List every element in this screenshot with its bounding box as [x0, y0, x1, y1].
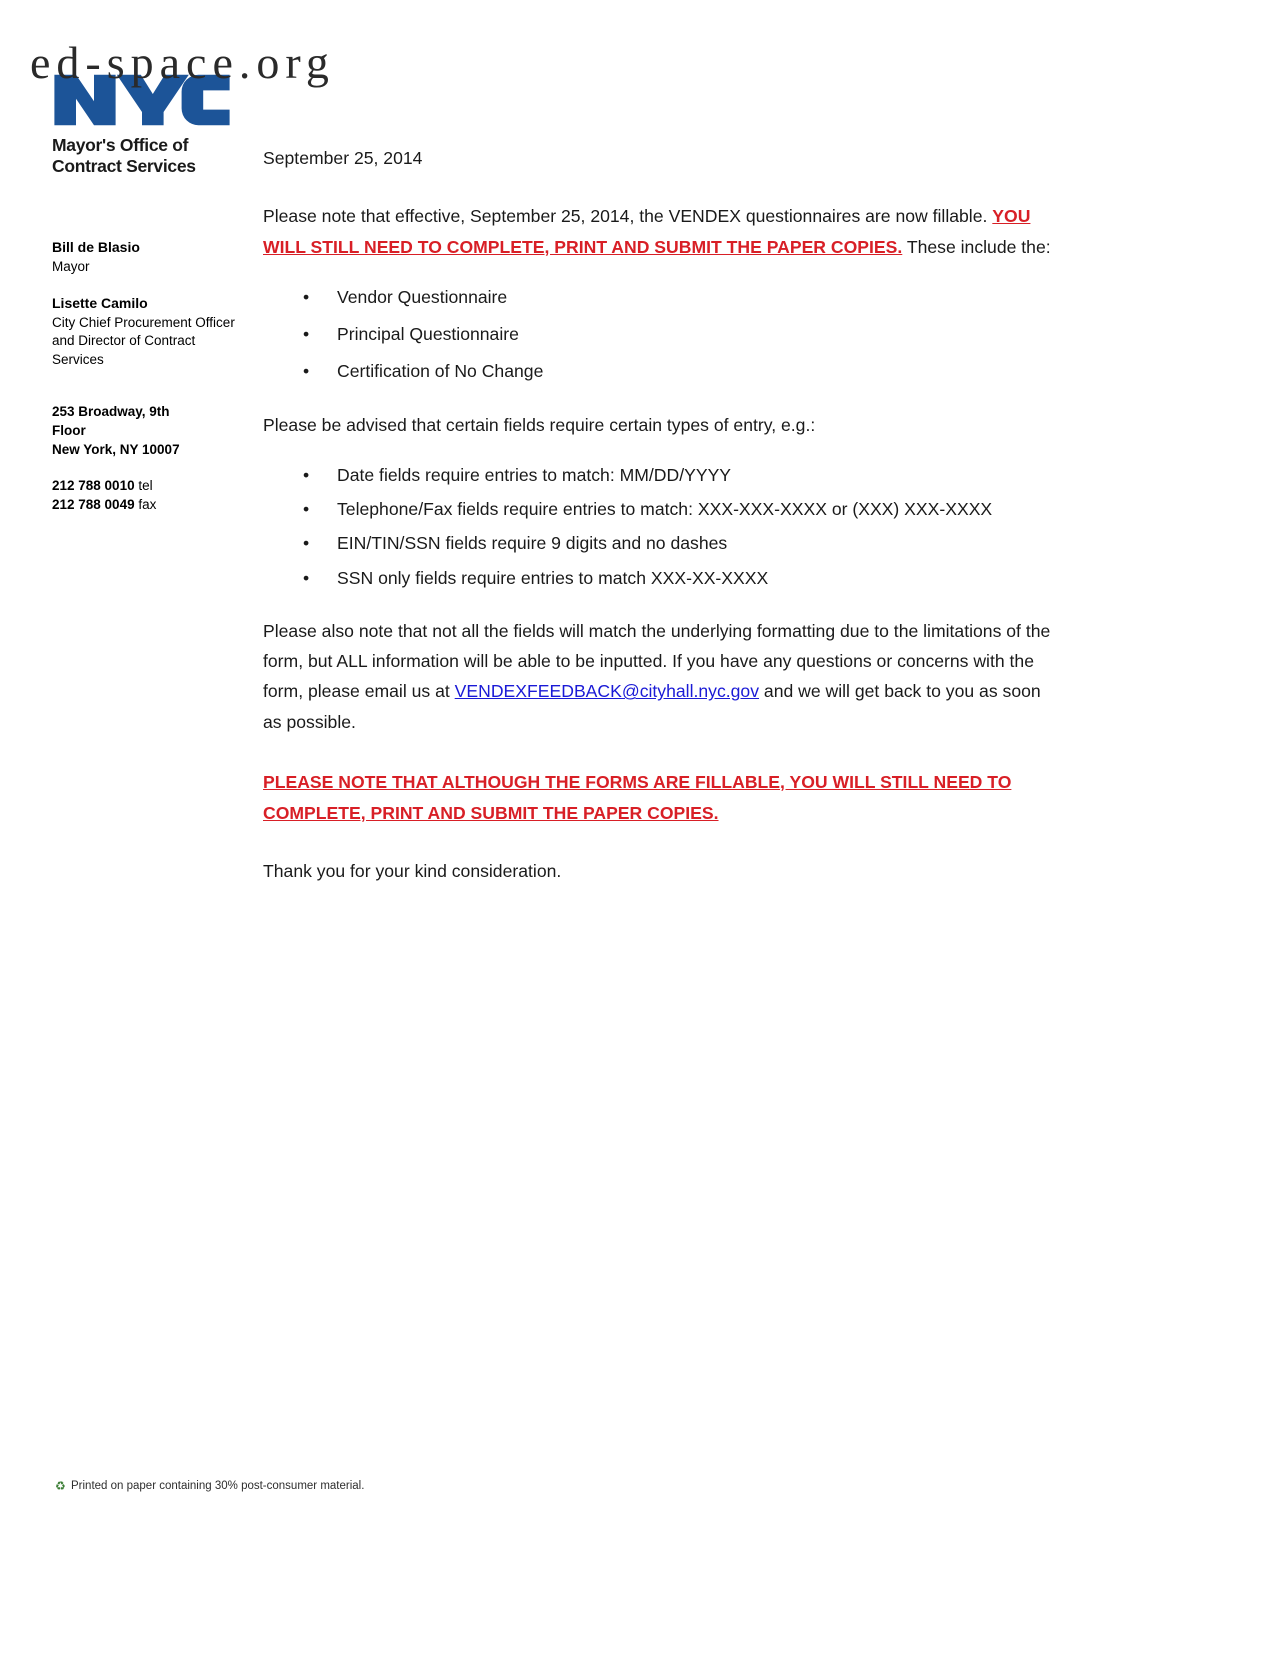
list-item	[263, 565, 1053, 592]
list-item	[263, 284, 1053, 311]
director-role: City Chief Procurement Officer and Director of Contract Services	[52, 314, 235, 367]
forms-list	[263, 284, 1053, 386]
intro-text-before: Please note that effective, September 25, 2014, the VENDEX questionnaires are now fillable.	[263, 206, 993, 227]
office-address	[52, 403, 237, 459]
recycle-icon: ♻	[55, 1478, 66, 1493]
address-line-3: New York, NY 10007	[52, 441, 180, 457]
official-mayor	[52, 238, 237, 276]
vendex-feedback-email-link[interactable]: VENDEXFEEDBACK@cityhall.nyc.gov	[454, 681, 760, 702]
bullet-icon: •	[303, 567, 310, 588]
letterhead-info	[52, 238, 237, 514]
bullet-icon: •	[303, 286, 310, 307]
intro-red-notice: YOU WILL STILL NEED TO COMPLETE, PRINT AND SUBMIT THE PAPER COPIES.	[263, 206, 1031, 257]
bullet-icon: •	[303, 533, 310, 554]
closing-text-before: Please also note that not all the fields will match the underlying formatting due to the limitations of the form, but ALL information will be able to be inputted. If you have any questions or concerns with the form, please email us at	[263, 620, 1051, 702]
logo-caption-line2: Contract Services	[52, 155, 196, 176]
list-item-label: SSN only fields require entries to match XXX-XX-XXXX	[337, 567, 769, 588]
list-item-label: Vendor Questionnaire	[337, 286, 508, 307]
list-item	[263, 321, 1053, 348]
bullet-icon: •	[303, 464, 310, 485]
bullet-icon: •	[303, 324, 310, 345]
bullet-icon: •	[303, 499, 310, 520]
list-item	[263, 358, 1053, 385]
director-name: Lisette Camilo	[52, 295, 148, 312]
logo-caption	[52, 135, 237, 176]
list-item-label: Telephone/Fax fields require entries to match: XXX-XXX-XXXX or (XXX) XXX-XXXX	[337, 499, 993, 520]
mayor-role: Mayor	[52, 258, 90, 274]
list-item	[263, 496, 1053, 523]
address-line-1: 253 Broadway, 9th	[52, 404, 170, 420]
list-item-label: Date fields require entries to match: MM/DD/YYYY	[337, 464, 732, 485]
fax-number: 212 788 0049	[52, 496, 135, 512]
thank-you-line: Thank you for your kind consideration.	[263, 861, 562, 882]
field-rules-list	[263, 462, 1053, 592]
logo-caption-line1: Mayor's Office of	[52, 135, 189, 155]
fax-line	[52, 496, 237, 515]
official-director	[52, 294, 237, 369]
intro-text-after: These include the:	[902, 236, 1051, 257]
list-item	[263, 462, 1053, 489]
mayor-name: Bill de Blasio	[52, 239, 140, 256]
letterhead-sidebar	[52, 72, 237, 533]
advisory-heading: Please be advised that certain fields require certain types of entry, e.g.:	[263, 414, 816, 435]
address-line-2: Floor	[52, 423, 86, 439]
letter-body	[263, 143, 1053, 909]
bullet-icon: •	[303, 361, 310, 382]
watermark-text: ed-space.org	[30, 37, 335, 88]
office-phones	[52, 477, 237, 514]
list-item	[263, 530, 1053, 557]
letter-date: September 25, 2014	[263, 148, 423, 168]
closing-text-after: and we will get back to you as soon as possible.	[263, 681, 1041, 732]
telephone-label: tel	[138, 478, 153, 494]
footer-recycled-notice	[55, 1480, 364, 1492]
list-item-label: EIN/TIN/SSN fields require 9 digits and no dashes	[337, 533, 728, 554]
telephone-line	[52, 477, 237, 496]
list-item-label: Certification of No Change	[337, 361, 544, 382]
intro-paragraph	[263, 201, 1053, 262]
footer-text: Printed on paper containing 30% post-consumer material.	[71, 1480, 365, 1492]
fax-label: fax	[138, 496, 157, 512]
list-item-label: Principal Questionnaire	[337, 324, 519, 345]
closing-paragraph	[263, 616, 1053, 737]
final-notice: PLEASE NOTE THAT ALTHOUGH THE FORMS ARE FILLABLE, YOU WILL STILL NEED TO COMPLETE, PRINT AND SUBMIT THE PAPER COPIES.	[263, 771, 1012, 823]
telephone-number: 212 788 0010	[52, 478, 135, 494]
